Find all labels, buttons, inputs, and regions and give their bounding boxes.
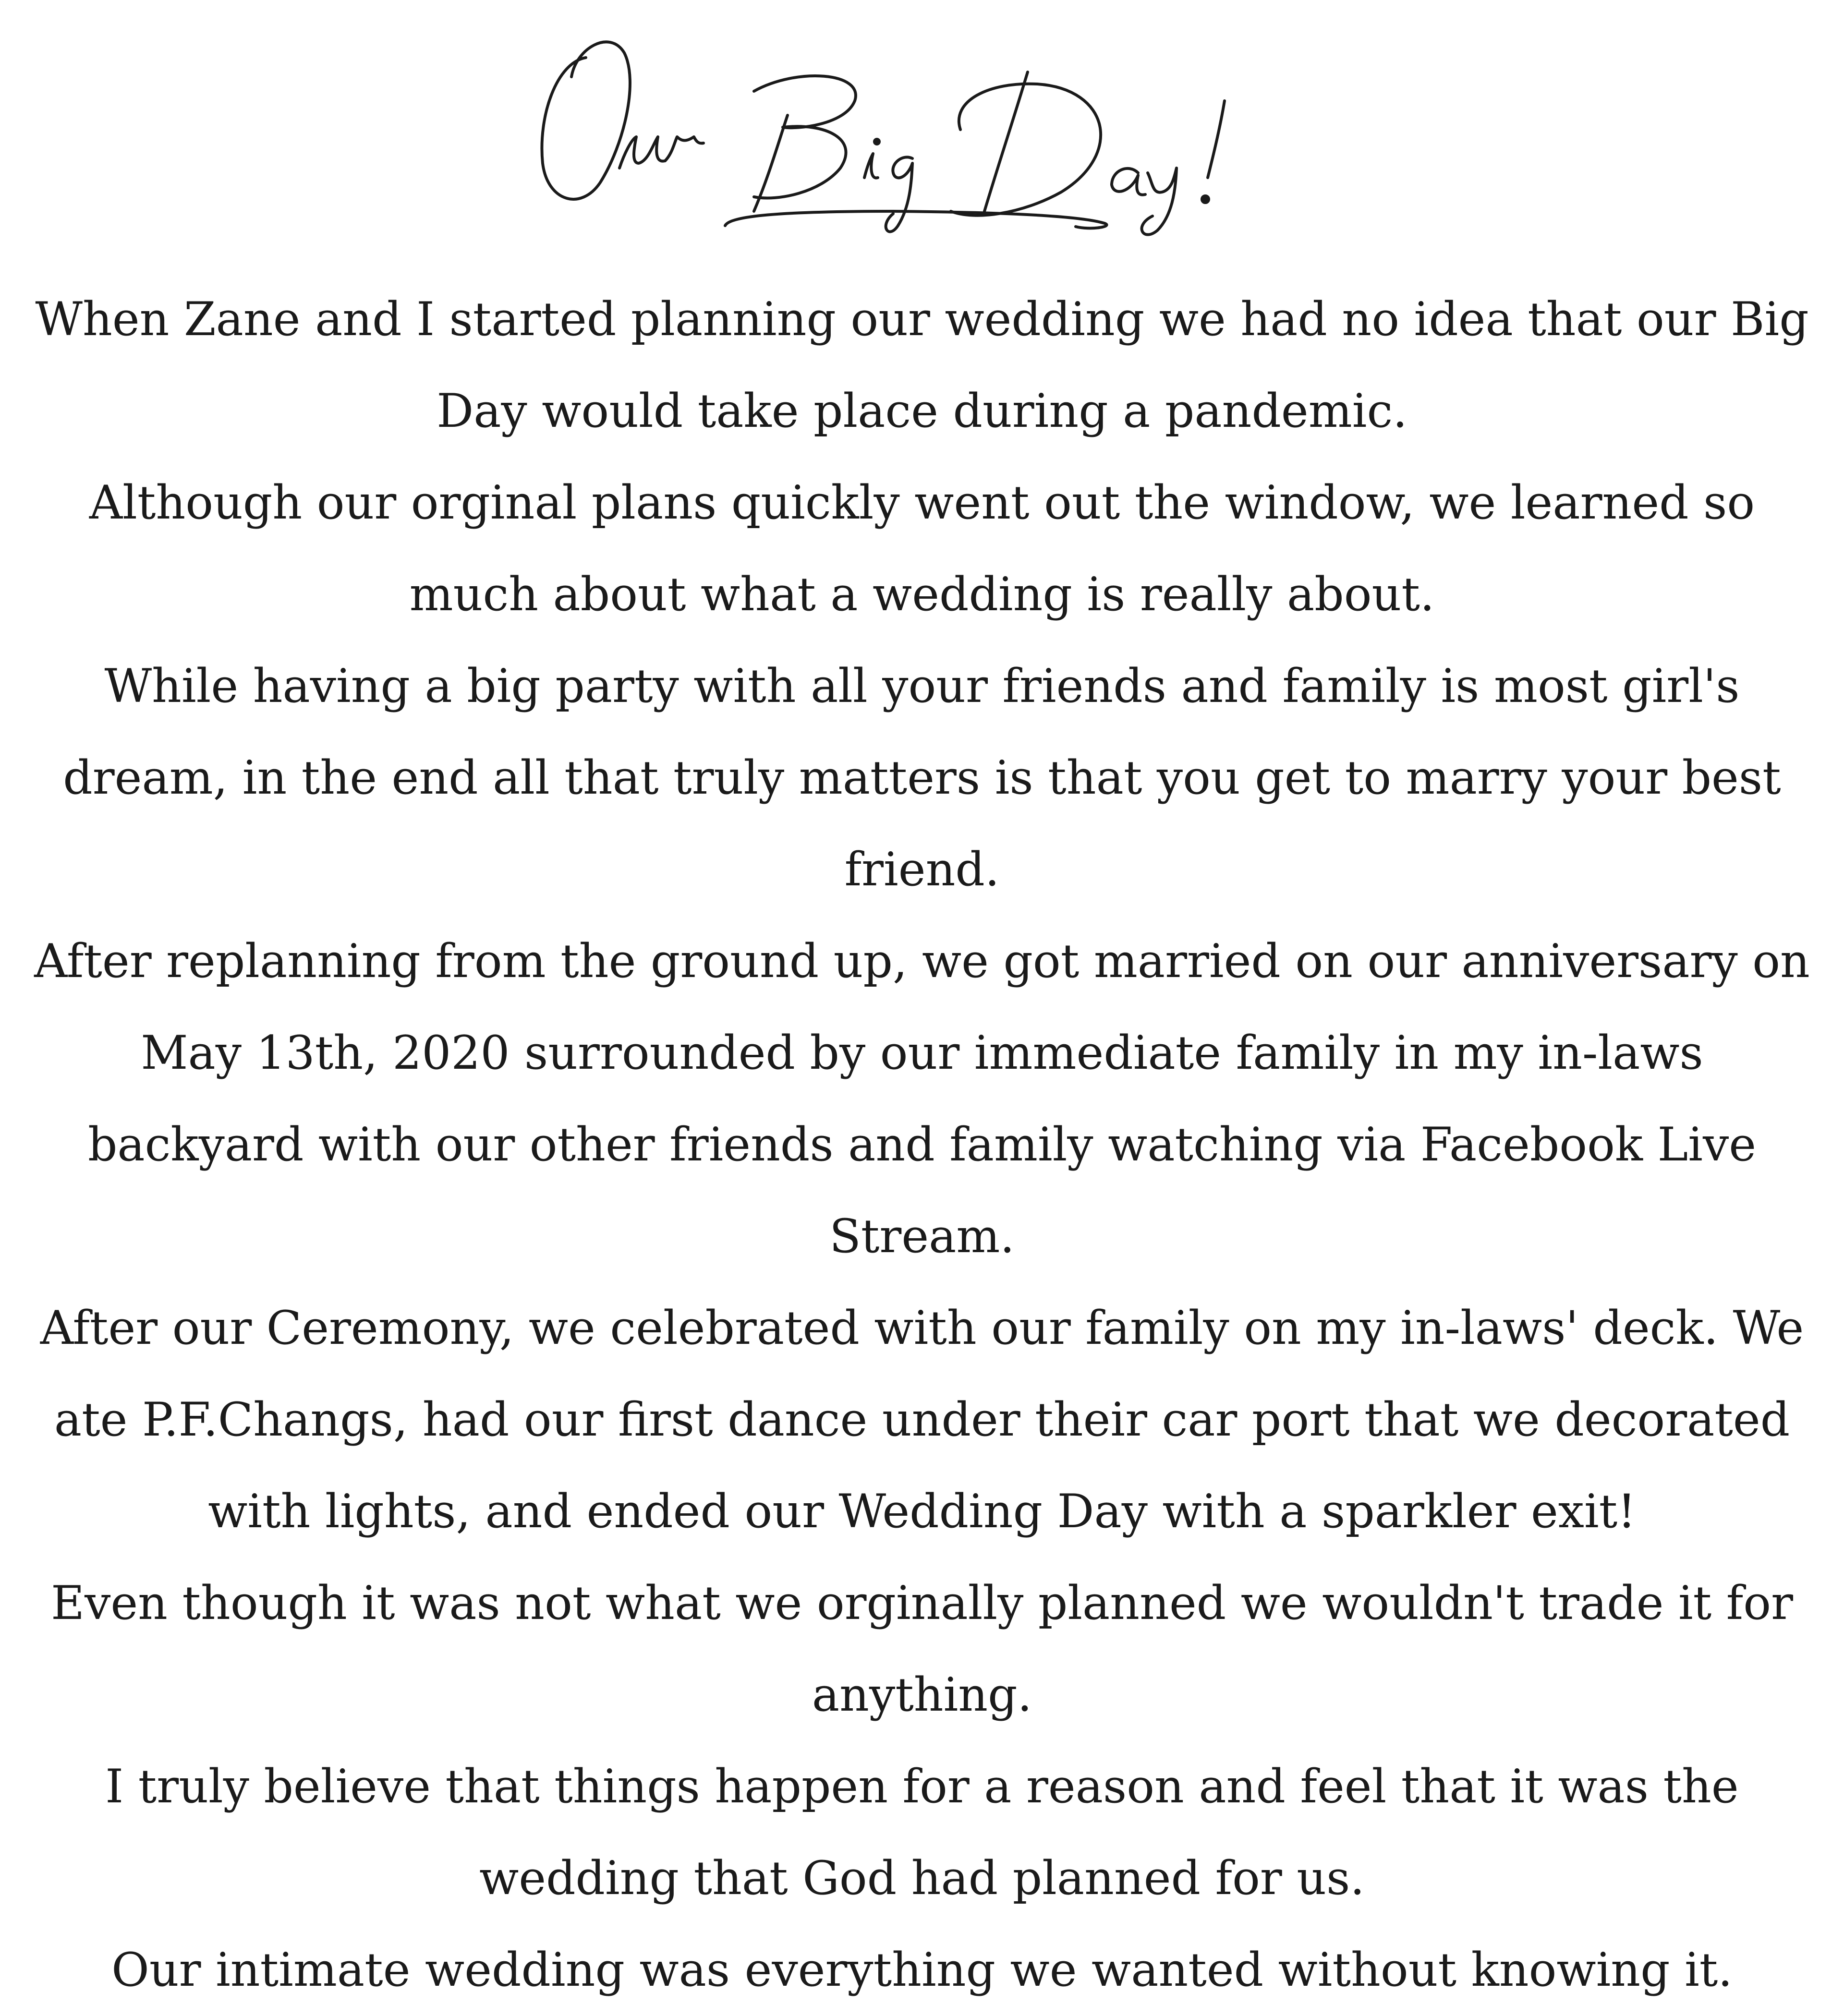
paragraph: Even though it was not what we orginally planned we wouldn't trade it for anything. bbox=[51, 1576, 1793, 1722]
paragraph: While having a big party with all your friends and family is most girl's dream, in the end all that truly matters is that you get to marry your best friend. bbox=[63, 659, 1781, 896]
script-title-lettering bbox=[528, 19, 1316, 240]
paragraph: When Zane and I started planning our wedding we had no idea that our Big Day would take place during a pandemic. bbox=[35, 292, 1809, 438]
paragraph: I truly believe that things happen for a reason and feel that it was the wedding that God had planned for us. bbox=[105, 1760, 1739, 1905]
paragraph: After replanning from the ground up, we got married on our anniversary on May 13th, 2020 surrounded by our immediate family in my in-laws backyard with our other friends and family watching via Facebook Live Stream. bbox=[34, 934, 1810, 1263]
story-text bbox=[29, 274, 1815, 2016]
paragraph: Although our orginal plans quickly went out the window, we learned so much about what a wedding is really about. bbox=[89, 476, 1755, 621]
paragraph: Our intimate wedding was everything we wanted without knowing it. bbox=[111, 1943, 1733, 1997]
script-title bbox=[528, 19, 1316, 240]
paragraph: After our Ceremony, we celebrated with our family on my in-laws' deck. We ate P.F.Changs, had our first dance under their car port that we decorated with lights, and ended our Wedding Day with a sparkler exit! bbox=[40, 1301, 1804, 1538]
